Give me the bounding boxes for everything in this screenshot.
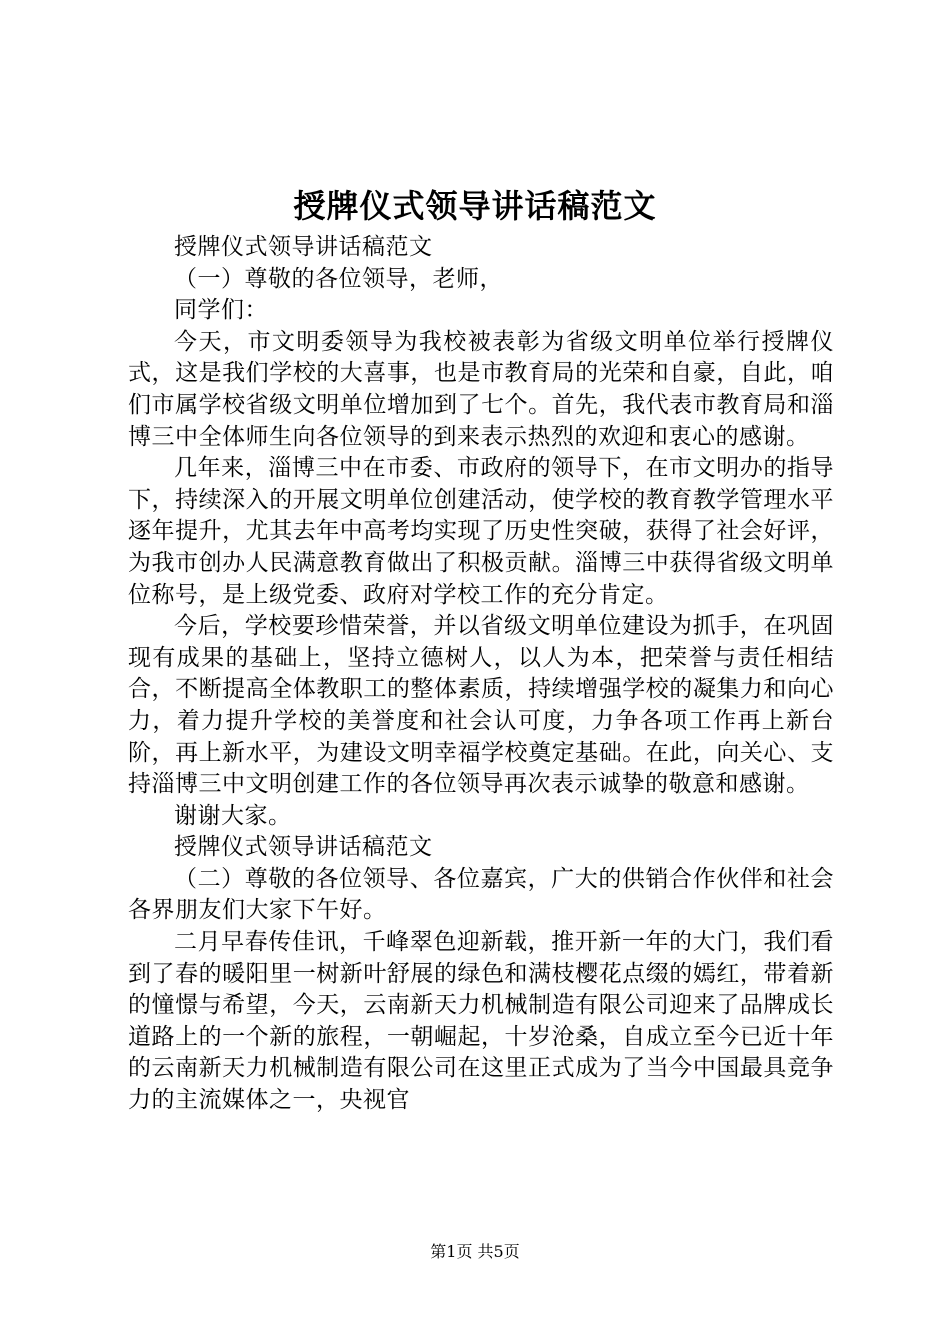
document-body [128, 232, 834, 1117]
paragraph-5: 几年来，淄博三中在市委、市政府的领导下，在市文明办的指导下，持续深入的开展文明单位创建活动，使学校的教育教学管理水平逐年提升，尤其去年中高考均实现了历史性突破，获得了社会好评，为我市创办人民满意教育做出了积极贡献。淄博三中获得省级文明单位称号，是上级党委、政府对学校工作的充分肯定。 [128, 455, 834, 608]
paragraph-7: 谢谢大家。 [174, 802, 292, 829]
page-footer: 第1页 共5页 [430, 1242, 520, 1261]
paragraph-3: 同学们： [174, 297, 268, 324]
paragraph-2: （一）尊敬的各位领导，老师， [174, 265, 503, 292]
paragraph-4: 今天，市文明委领导为我校被表彰为省级文明单位举行授牌仪式，这是我们学校的大喜事，也是市教育局的光荣和自豪，自此，咱们市属学校省级文明单位增加到了七个。首先，我代表市教育局和淄博三中全体师生向各位领导的到来表示热烈的欢迎和衷心的感谢。 [128, 328, 834, 450]
paragraph-10: 二月早春传佳讯，千峰翠色迎新载，推开新一年的大门，我们看到了春的暖阳里一树新叶舒展的绿色和满枝樱花点缀的嫣红，带着新的憧憬与希望，今天，云南新天力机械制造有限公司迎来了品牌成长道路上的一个新的旅程，一朝崛起，十岁沧桑，自成立至今已近十年的云南新天力机械制造有限公司在这里正式成为了当今中国最具竞争力的主流媒体之一，央视官 [128, 929, 834, 1114]
document-title: 授牌仪式领导讲话稿范文 [293, 187, 657, 225]
paragraph-9: （二）尊敬的各位领导、各位嘉宾，广大的供销合作伙伴和社会各界朋友们大家下午好。 [128, 865, 834, 924]
paragraph-6: 今后，学校要珍惜荣誉，并以省级文明单位建设为抓手，在巩固现有成果的基础上，坚持立德树人，以人为本，把荣誉与责任相结合，不断提高全体教职工的整体素质，持续增强学校的凝集力和向心力，着力提升学校的美誉度和社会认可度，力争各项工作再上新台阶，再上新水平，为建设文明幸福学校奠定基础。在此，向关心、支持淄博三中文明创建工作的各位领导再次表示诚挚的敬意和感谢。 [128, 613, 834, 798]
paragraph-8: 授牌仪式领导讲话稿范文 [174, 834, 433, 861]
paragraph-1: 授牌仪式领导讲话稿范文 [174, 234, 433, 260]
